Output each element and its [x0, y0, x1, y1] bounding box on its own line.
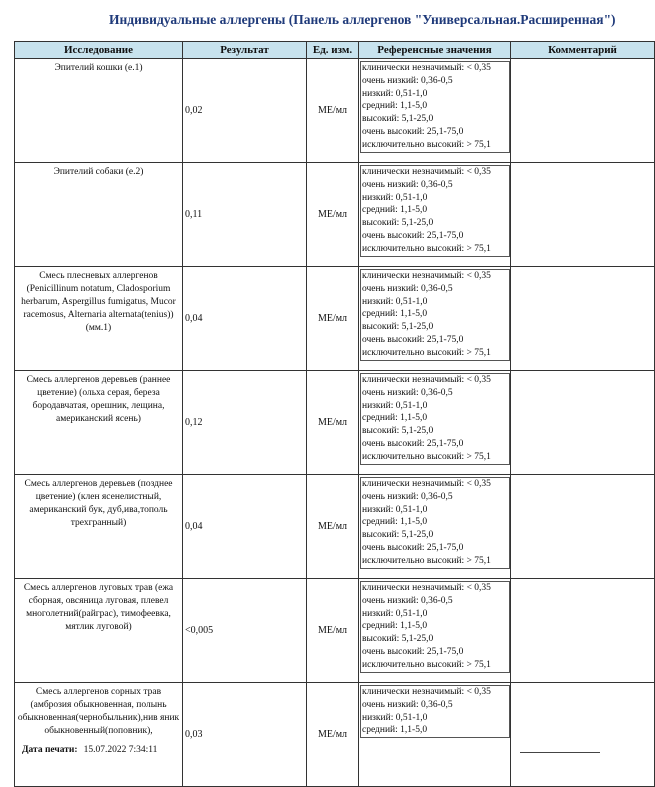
- table-row: [15, 475, 655, 579]
- table-row: [15, 579, 655, 683]
- reference-line: средний: 1,1-5,0: [362, 205, 428, 216]
- print-date-label: Дата печати:: [22, 745, 78, 755]
- unit-value: МЕ/мл: [307, 475, 359, 579]
- reference-cell: [359, 579, 511, 683]
- reference-values: [360, 61, 510, 153]
- reference-line: низкий: 0,51-1,0: [362, 192, 428, 203]
- reference-line: средний: 1,1-5,0: [362, 309, 428, 320]
- result-value: 0,02: [183, 59, 307, 163]
- reference-values: [360, 269, 510, 361]
- comment-cell: [511, 475, 655, 579]
- reference-line: очень низкий: 0,36-0,5: [362, 387, 453, 398]
- reference-line: высокий: 5,1-25,0: [362, 114, 434, 125]
- result-value: 0,04: [183, 475, 307, 579]
- table-row: [15, 59, 655, 163]
- comment-cell: [511, 59, 655, 163]
- reference-line: очень высокий: 25,1-75,0: [362, 646, 464, 657]
- reference-cell: [359, 683, 511, 787]
- column-header-comment: Комментарий: [511, 42, 655, 59]
- result-value: 0,11: [183, 163, 307, 267]
- study-name: Эпителий собаки (e.2): [15, 163, 183, 267]
- unit-value: МЕ/мл: [307, 59, 359, 163]
- reference-line: клинически незначимый: < 0,35: [362, 271, 491, 281]
- reference-line: низкий: 0,51-1,0: [362, 400, 428, 411]
- reference-line: низкий: 0,51-1,0: [362, 504, 428, 515]
- reference-line: средний: 1,1-5,0: [362, 725, 428, 736]
- reference-line: очень высокий: 25,1-75,0: [362, 438, 464, 449]
- column-header-study: Исследование: [15, 42, 183, 59]
- reference-line: очень низкий: 0,36-0,5: [362, 595, 453, 606]
- results-table-container: [14, 41, 617, 740]
- reference-line: очень низкий: 0,36-0,5: [362, 491, 453, 502]
- report-title-container: [0, 12, 616, 36]
- comment-cell: [511, 579, 655, 683]
- reference-line: исключительно высокий: > 75,1: [362, 555, 491, 566]
- reference-line: клинически незначимый: < 0,35: [362, 479, 491, 489]
- study-name: Смесь аллергенов луговых трав (ежа сборная, овсяница луговая, плевел многолетний(райграс), тимофеевка, мятлик луговой): [15, 579, 183, 683]
- reference-line: исключительно высокий: > 75,1: [362, 139, 491, 150]
- reference-line: высокий: 5,1-25,0: [362, 322, 434, 333]
- unit-value: МЕ/мл: [307, 371, 359, 475]
- study-name: Смесь аллергенов деревьев (раннее цветение) (ольха серая, береза бородавчатая, орешник, лещина, американский ясень): [15, 371, 183, 475]
- reference-line: средний: 1,1-5,0: [362, 517, 428, 528]
- reference-values: [360, 581, 510, 673]
- reference-line: исключительно высокий: > 75,1: [362, 243, 491, 254]
- reference-line: очень высокий: 25,1-75,0: [362, 230, 464, 241]
- reference-line: низкий: 0,51-1,0: [362, 608, 428, 619]
- table-header-row: [15, 42, 655, 59]
- reference-line: клинически незначимый: < 0,35: [362, 375, 491, 385]
- reference-line: низкий: 0,51-1,0: [362, 712, 428, 723]
- reference-line: очень высокий: 25,1-75,0: [362, 542, 464, 553]
- unit-value: МЕ/мл: [307, 683, 359, 787]
- comment-cell: [511, 683, 655, 787]
- unit-value: МЕ/мл: [307, 267, 359, 371]
- comment-cell: [511, 371, 655, 475]
- reference-line: низкий: 0,51-1,0: [362, 296, 428, 307]
- reference-values: [360, 165, 510, 257]
- reference-line: очень низкий: 0,36-0,5: [362, 699, 453, 710]
- table-row: [15, 267, 655, 371]
- result-value: 0,03: [183, 683, 307, 787]
- reference-line: исключительно высокий: > 75,1: [362, 451, 491, 462]
- unit-value: МЕ/мл: [307, 579, 359, 683]
- reference-values: [360, 373, 510, 465]
- result-value: 0,12: [183, 371, 307, 475]
- column-header-result: Результат: [183, 42, 307, 59]
- reference-cell: [359, 163, 511, 267]
- study-name: Смесь аллергенов деревьев (позднее цветение) (клен ясенелистный, американский бук, дуб,ива,тополь трехгранный): [15, 475, 183, 579]
- reference-cell: [359, 267, 511, 371]
- table-row: [15, 683, 655, 787]
- reference-line: очень высокий: 25,1-75,0: [362, 334, 464, 345]
- reference-line: клинически незначимый: < 0,35: [362, 583, 491, 593]
- table-row: [15, 371, 655, 475]
- study-name: Смесь плесневых аллергенов (Penicillinum notatum, Cladosporium herbarum, Aspergillus fumigatus, Mucor racemosus, Alternaria alternata(tenius))(мм.1): [15, 267, 183, 371]
- print-date-value: 15.07.2022 7:34:11: [83, 745, 158, 755]
- reference-line: высокий: 5,1-25,0: [362, 634, 434, 645]
- reference-cell: [359, 59, 511, 163]
- reference-line: средний: 1,1-5,0: [362, 413, 428, 424]
- reference-values: [360, 477, 510, 569]
- reference-line: средний: 1,1-5,0: [362, 101, 428, 112]
- reference-line: исключительно высокий: > 75,1: [362, 659, 491, 670]
- reference-line: низкий: 0,51-1,0: [362, 88, 428, 99]
- reference-line: высокий: 5,1-25,0: [362, 218, 434, 229]
- study-name: Смесь аллергенов сорных трав (амброзия обыкновенная, полынь обыкновенная(чернобыльник),нив яник обыкновенный(поповник),: [15, 683, 183, 787]
- result-value: <0,005: [183, 579, 307, 683]
- reference-cell: [359, 371, 511, 475]
- result-value: 0,04: [183, 267, 307, 371]
- comment-cell: [511, 267, 655, 371]
- print-date: [22, 745, 157, 755]
- reference-cell: [359, 475, 511, 579]
- reference-line: высокий: 5,1-25,0: [362, 530, 434, 541]
- report-title: Индивидуальные аллергены (Панель аллергенов "Универсальная.Расширенная"): [109, 12, 616, 27]
- reference-line: клинически незначимый: < 0,35: [362, 63, 491, 73]
- reference-line: средний: 1,1-5,0: [362, 621, 428, 632]
- reference-line: клинически незначимый: < 0,35: [362, 687, 491, 697]
- reference-values: [360, 685, 510, 738]
- reference-line: очень низкий: 0,36-0,5: [362, 179, 453, 190]
- reference-line: исключительно высокий: > 75,1: [362, 347, 491, 358]
- reference-line: клинически незначимый: < 0,35: [362, 167, 491, 177]
- signature-line: [520, 752, 600, 753]
- reference-line: высокий: 5,1-25,0: [362, 426, 434, 437]
- results-table: [14, 41, 655, 787]
- reference-line: очень низкий: 0,36-0,5: [362, 75, 453, 86]
- column-header-reference: Референсные значения: [359, 42, 511, 59]
- study-name: Эпителий кошки (e.1): [15, 59, 183, 163]
- unit-value: МЕ/мл: [307, 163, 359, 267]
- reference-line: очень низкий: 0,36-0,5: [362, 283, 453, 294]
- table-row: [15, 163, 655, 267]
- column-header-unit: Ед. изм.: [307, 42, 359, 59]
- comment-cell: [511, 163, 655, 267]
- reference-line: очень высокий: 25,1-75,0: [362, 126, 464, 137]
